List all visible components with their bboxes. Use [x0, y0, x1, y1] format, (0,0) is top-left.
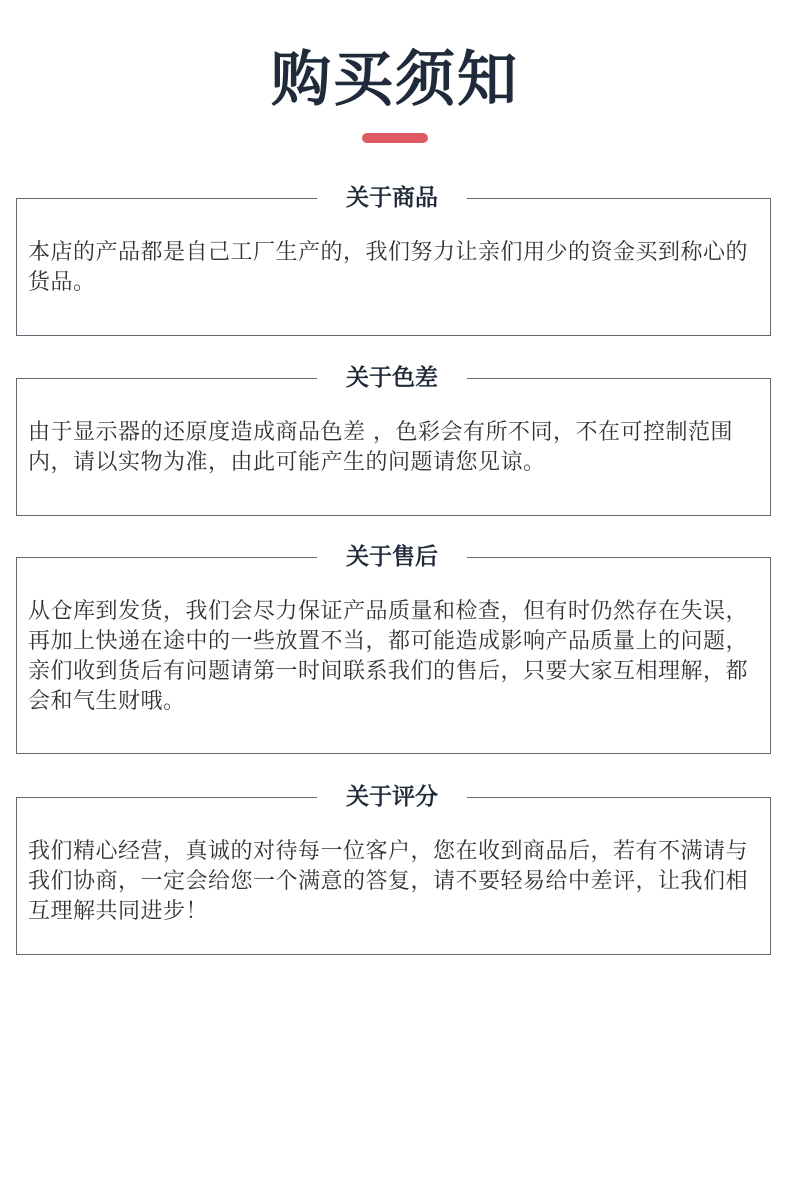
section-after-sales: [16, 544, 771, 754]
section-title: 关于评分: [317, 781, 467, 813]
section-title: 关于商品: [317, 182, 467, 214]
section-body: 我们精心经营，真诚的对待每一位客户，您在收到商品后，若有不满请与我们协商，一定会给您一个满意的答复，请不要轻易给中差评，让我们相互理解共同进步！: [28, 839, 749, 924]
section-title: 关于售后: [317, 541, 467, 573]
section-product: [16, 185, 771, 336]
section-body: 由于显示器的还原度造成商品色差 ，色彩会有所不同，不在可控制范围内，请以实物为准，由此可能产生的问题请您见谅。: [28, 420, 733, 475]
section-color-difference: [16, 365, 771, 516]
page-title: 购买须知: [271, 45, 519, 115]
section-rating: [16, 784, 771, 955]
section-title: 关于色差: [317, 362, 467, 394]
title-accent-bar: [362, 133, 428, 143]
section-body: 从仓库到发货，我们会尽力保证产品质量和检查，但有时仍然存在失误，再加上快递在途中的一些放置不当，都可能造成影响产品质量上的问题，亲们收到货后有问题请第一时间联系我们的售后，只要大家互相理解，都会和气生财哦。: [28, 599, 749, 714]
section-body: 本店的产品都是自己工厂生产的，我们努力让亲们用少的资金买到称心的货品。: [28, 240, 749, 295]
